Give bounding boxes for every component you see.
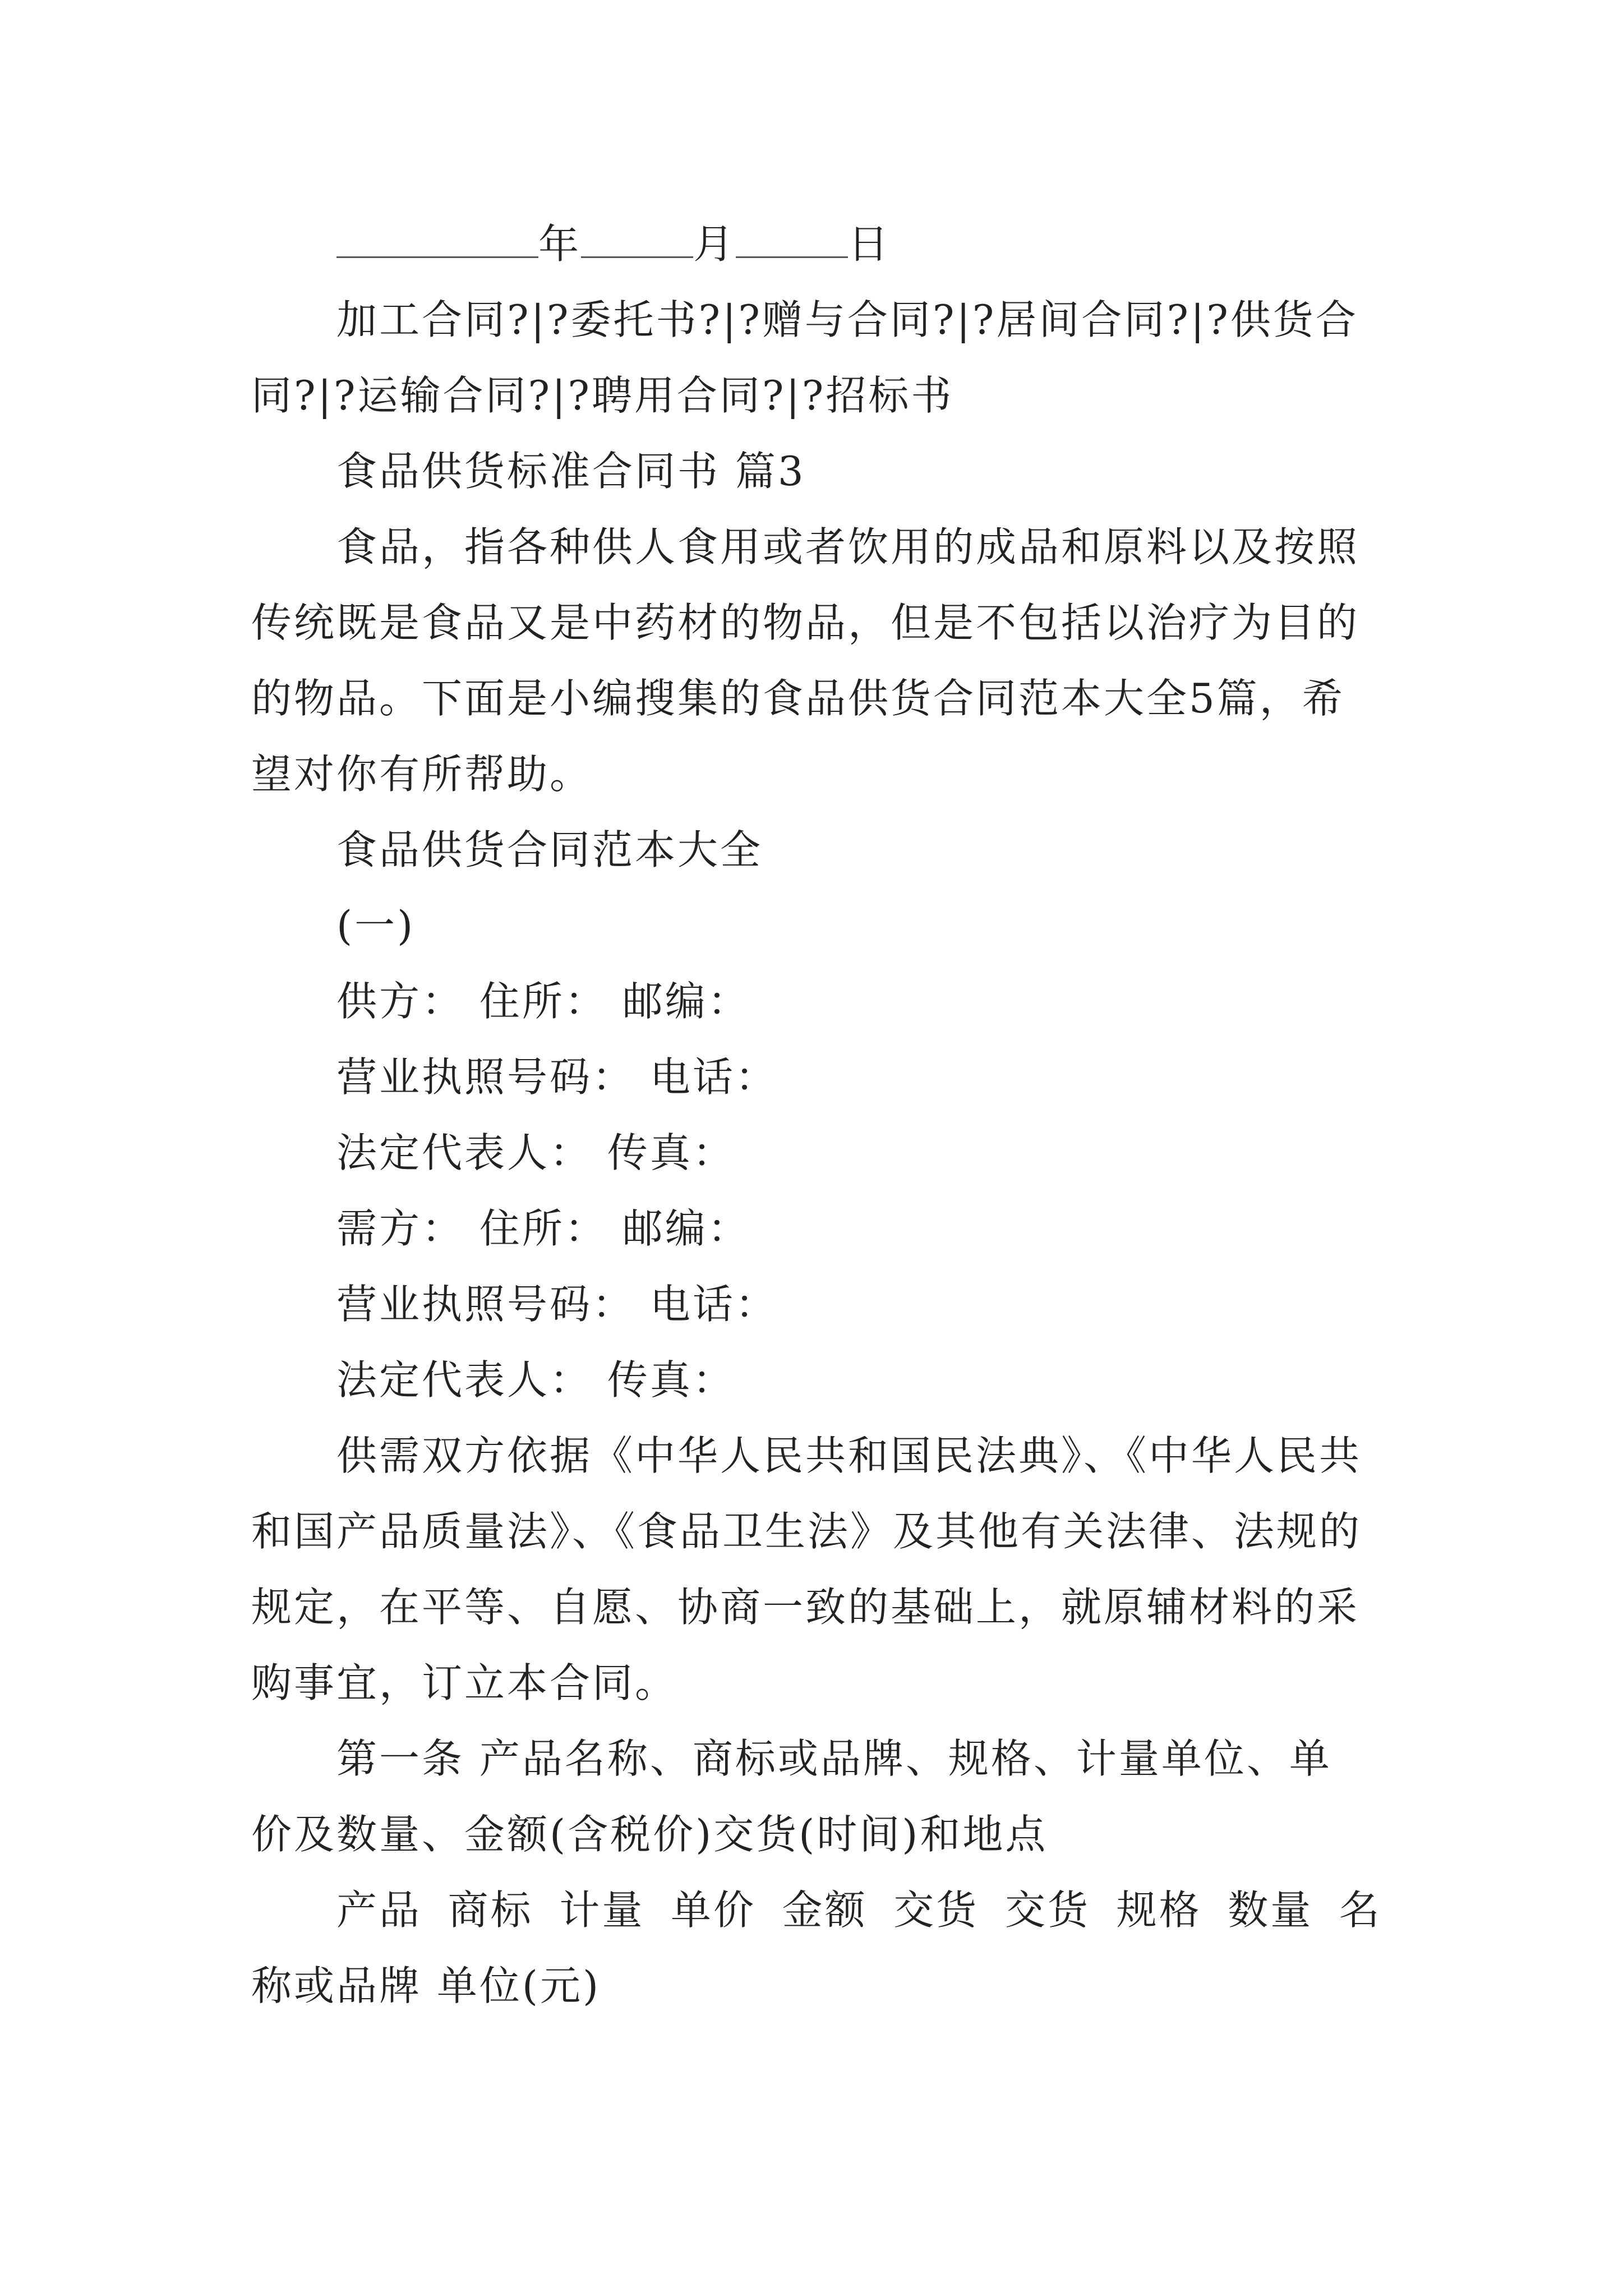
table-header-word: 交货	[1004, 1887, 1090, 1934]
table-header-word: 商标	[448, 1887, 533, 1934]
buyer-info-line: 需方： 住所： 邮编：	[336, 1205, 750, 1252]
paragraph-line: 的物品。下面是小编搜集的食品供货合同范本大全5篇，希	[251, 675, 1345, 722]
day-label: 日	[848, 220, 891, 268]
section-number: (一)	[336, 902, 416, 949]
paragraph-line: 规定，在平等、自愿、协商一致的基础上，就原辅材料的采	[251, 1584, 1360, 1631]
paragraph-line: 同?|?运输合同?|?聘用合同?|?招标书	[251, 372, 954, 419]
paragraph-line: 供需双方依据《中华人民共和国民法典》、《中华人民共	[336, 1432, 1362, 1479]
year-blank[interactable]	[336, 222, 538, 258]
day-blank[interactable]	[736, 222, 848, 258]
article-line: 第一条 产品名称、商标或品牌、规格、计量单位、单	[336, 1735, 1332, 1782]
buyer-info-line: 法定代表人： 传真：	[336, 1356, 735, 1404]
paragraph-line: 购事宜，订立本合同。	[251, 1659, 678, 1706]
year-label: 年	[538, 220, 582, 268]
paragraph-line: 和国产品质量法》、《食品卫生法》及其他有关法律、法规的	[251, 1508, 1362, 1555]
date-line	[336, 216, 891, 272]
section-heading: 食品供货标准合同书 篇3	[336, 448, 806, 495]
table-header-word: 计量	[559, 1887, 645, 1934]
table-header-row-2: 称或品牌 单位(元)	[251, 1962, 601, 2009]
table-header-word: 规格	[1116, 1887, 1202, 1934]
buyer-info-line: 营业执照号码： 电话：	[336, 1281, 778, 1328]
table-header-word: 金额	[782, 1887, 868, 1934]
paragraph-line: 望对你有所帮助。	[251, 751, 593, 798]
table-header-row	[336, 1882, 1382, 1938]
supplier-info-line: 营业执照号码： 电话：	[336, 1053, 778, 1101]
month-label: 月	[693, 220, 736, 268]
table-header-word: 名	[1339, 1887, 1382, 1934]
article-line: 价及数量、金额(含税价)交货(时间)和地点	[251, 1811, 1048, 1858]
supplier-info-line: 供方： 住所： 邮编：	[336, 978, 750, 1025]
paragraph-line: 加工合同?|?委托书?|?赠与合同?|?居间合同?|?供货合	[336, 296, 1358, 343]
table-header-word: 数量	[1228, 1887, 1313, 1934]
paragraph-line: 传统既是食品又是中药材的物品，但是不包括以治疗为目的	[251, 599, 1360, 646]
table-header-word: 产品	[336, 1887, 422, 1934]
supplier-info-line: 法定代表人： 传真：	[336, 1129, 735, 1176]
section-heading: 食品供货合同范本大全	[336, 826, 763, 873]
table-header-word: 交货	[893, 1887, 979, 1934]
table-header-word: 单价	[670, 1887, 756, 1934]
month-blank[interactable]	[581, 222, 693, 258]
paragraph-line: 食品，指各种供人食用或者饮用的成品和原料以及按照	[336, 523, 1360, 570]
